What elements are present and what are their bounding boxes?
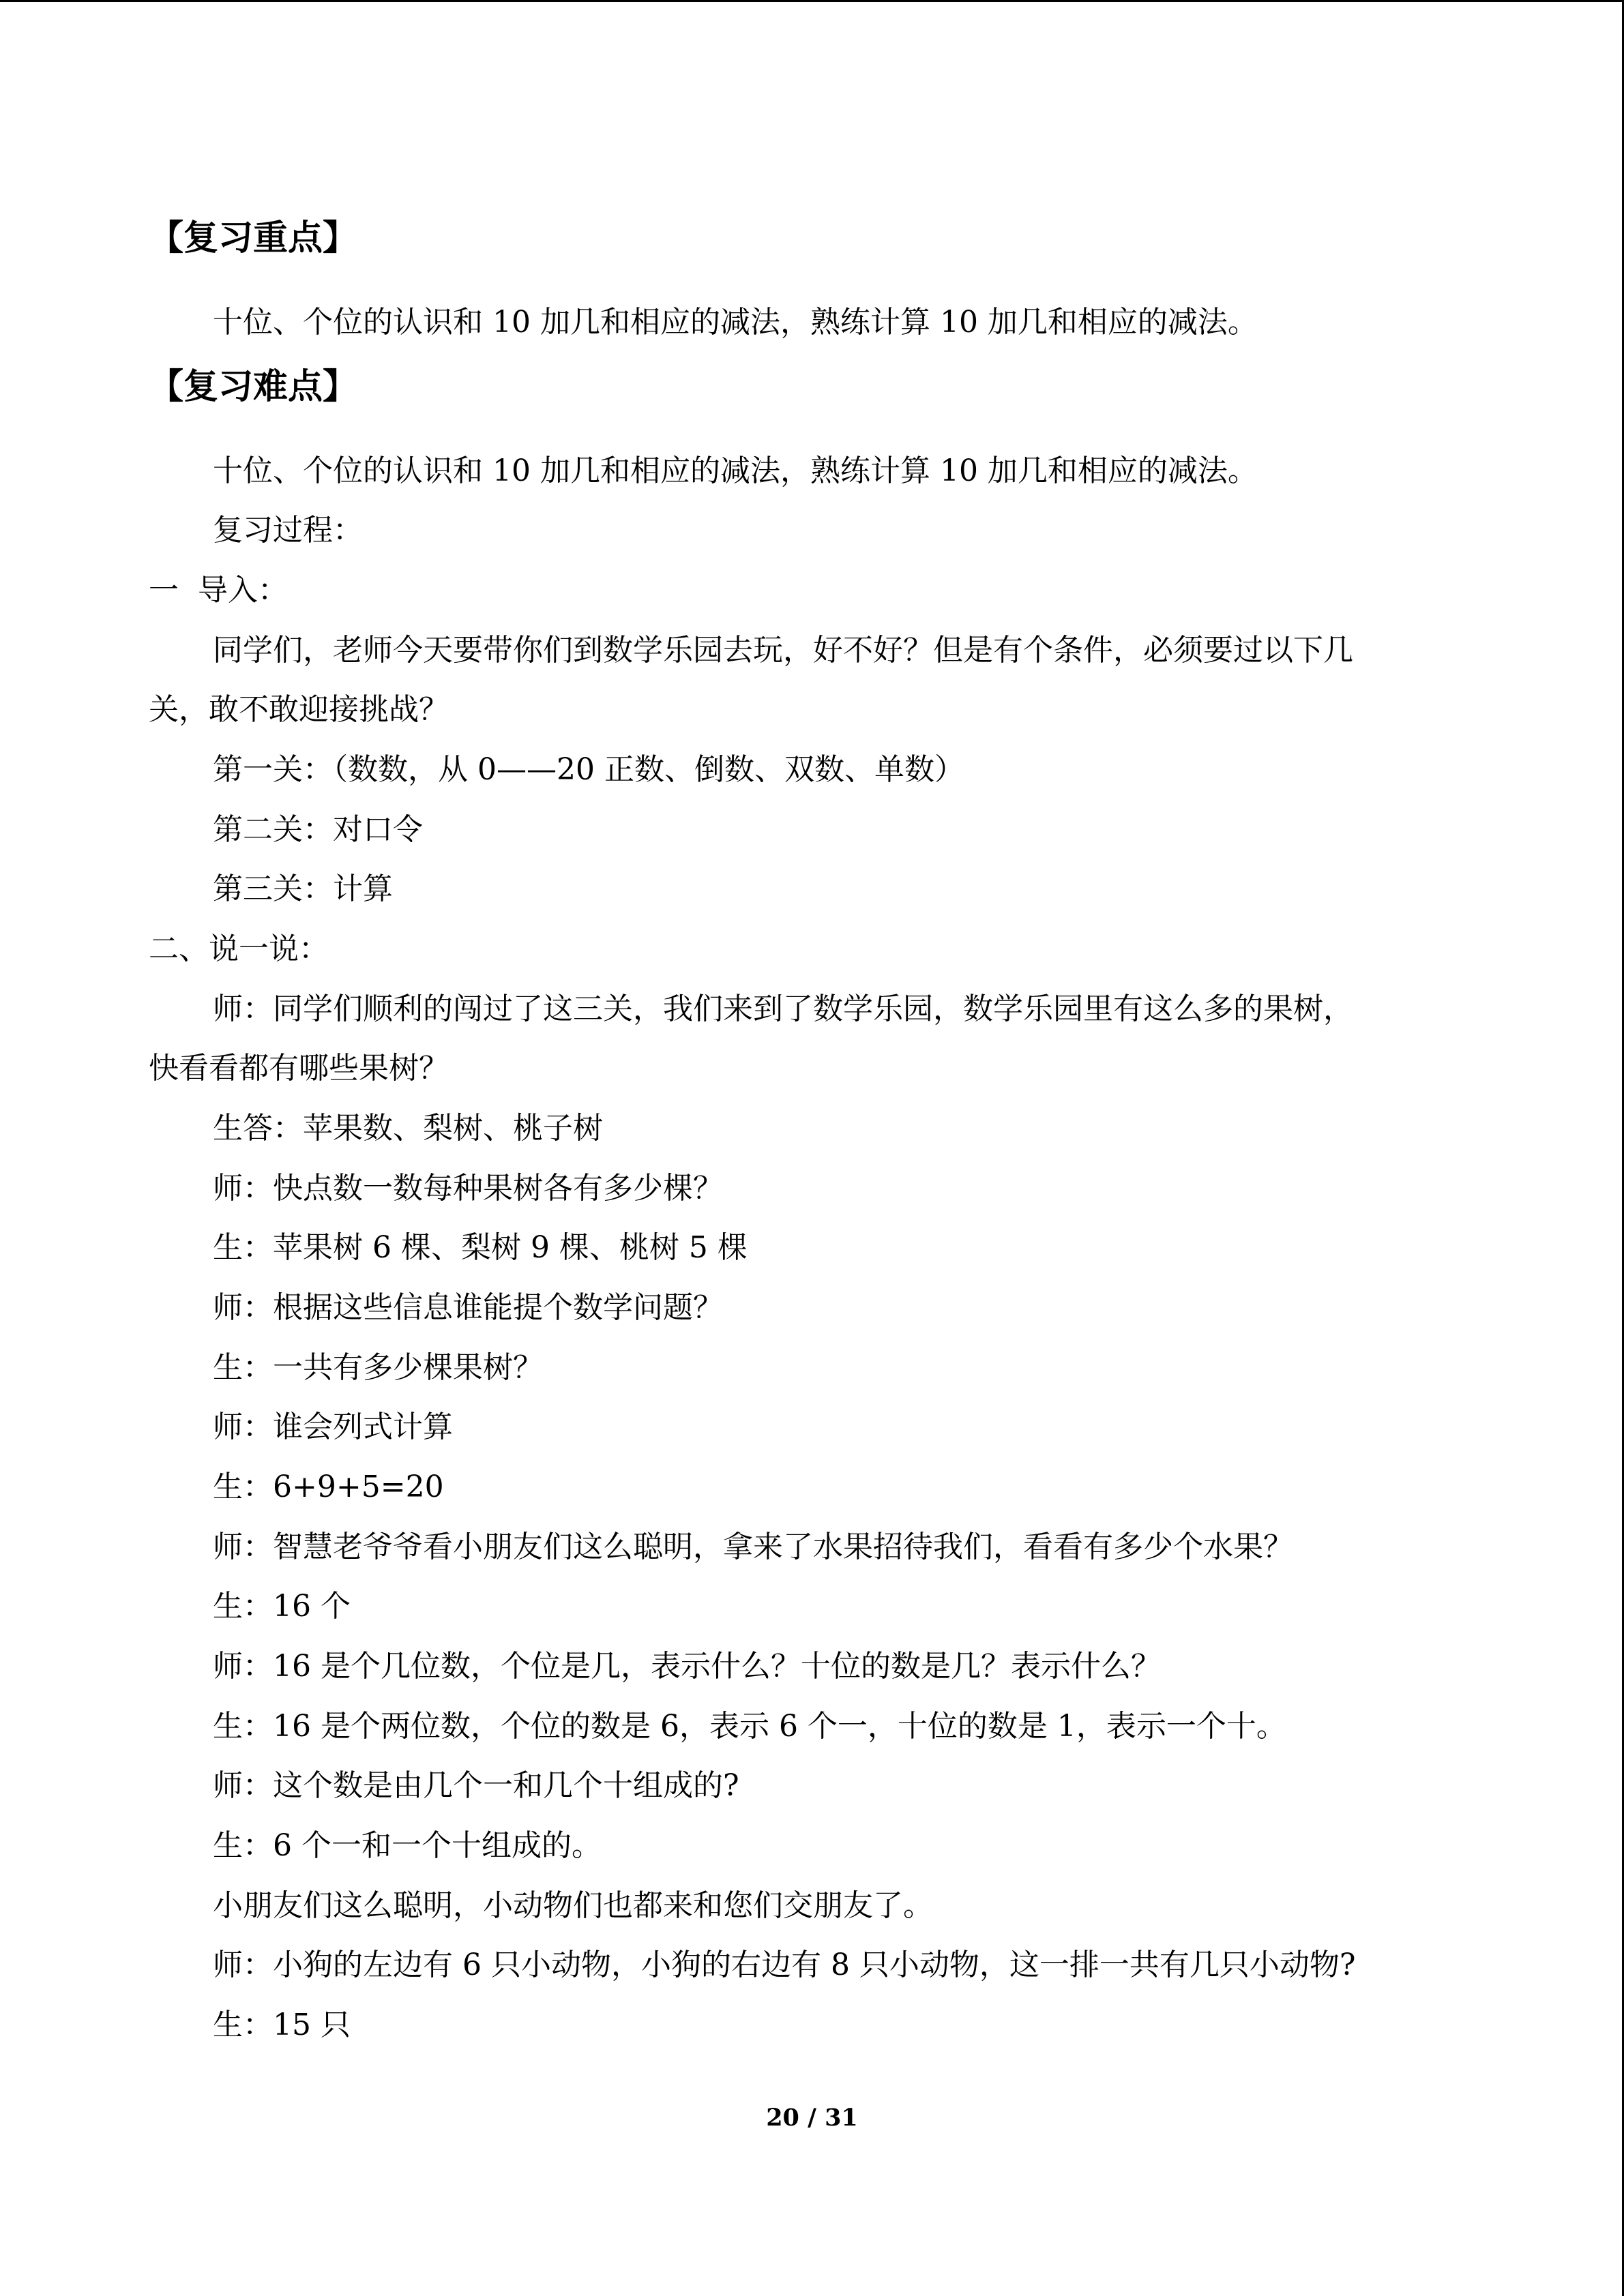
dialog-line: 快看看都有哪些果树？ [149,1051,449,1086]
dialog-line: 小朋友们这么聪明，小动物们也都来和您们交朋友了。 [213,1888,933,1923]
dialog-line: 师：小狗的左边有 6 只小动物，小狗的右边有 8 只小动物，这一排一共有几只小动物? [213,1948,1356,1982]
paragraph-level-two: 第二关：对口令 [213,812,423,847]
dialog-line: 生：15 只 [213,2008,351,2042]
dialog-line: 生：16 个 [213,1589,351,1624]
paragraph-focus-text: 十位、个位的认识和 10 加几和相应的减法，熟练计算 10 加几和相应的减法。 [213,305,1258,340]
dialog-line: 师：根据这些信息谁能提个数学问题？ [213,1290,723,1325]
page-number: 20 / 31 [766,2104,858,2132]
dialog-line: 师：智慧老爷爷看小朋友们这么聪明，拿来了水果招待我们，看看有多少个水果？ [213,1530,1293,1564]
paragraph-process-label: 复习过程： [213,513,363,548]
dialog-line: 生：6+9+5=20 [213,1470,444,1504]
paragraph-difficulty-text: 十位、个位的认识和 10 加几和相应的减法，熟练计算 10 加几和相应的减法。 [213,453,1258,488]
heading-review-focus: 【复习重点】 [149,218,358,258]
dialog-line: 师：快点数一数每种果树各有多少棵？ [213,1171,723,1206]
dialog-line: 生：一共有多少棵果树？ [213,1350,543,1385]
dialog-line: 生答：苹果数、梨树、桃子树 [213,1111,603,1146]
dialog-line: 生：16 是个两位数，个位的数是 6，表示 6 个一，十位的数是 1，表示一个十。 [213,1709,1286,1744]
dialog-line: 师：16 是个几位数，个位是几，表示什么？十位的数是几？表示什么？ [213,1649,1161,1684]
paragraph-level-three: 第三关：计算 [213,871,393,906]
paragraph-intro-line-1: 同学们，老师今天要带你们到数学乐园去玩，好不好？但是有个条件，必须要过以下几 [213,633,1353,668]
paragraph-level-one: 第一关：（数数，从 0——20 正数、倒数、双数、单数） [213,752,964,787]
dialog-line: 师：谁会列式计算 [213,1410,453,1444]
section-two-title: 二、说一说： [149,931,329,966]
paragraph-intro-line-2: 关，敢不敢迎接挑战？ [149,692,449,727]
dialog-line: 生：6 个一和一个十组成的。 [213,1828,602,1863]
section-one-title: 一 导入： [149,573,288,608]
heading-review-difficulty: 【复习难点】 [149,366,358,407]
dialog-line: 师：这个数是由几个一和几个十组成的? [213,1768,739,1803]
dialog-line: 生：苹果树 6 棵、梨树 9 棵、桃树 5 棵 [213,1230,748,1265]
dialog-line: 师：同学们顺利的闯过了这三关，我们来到了数学乐园，数学乐园里有这么多的果树， [213,992,1353,1026]
